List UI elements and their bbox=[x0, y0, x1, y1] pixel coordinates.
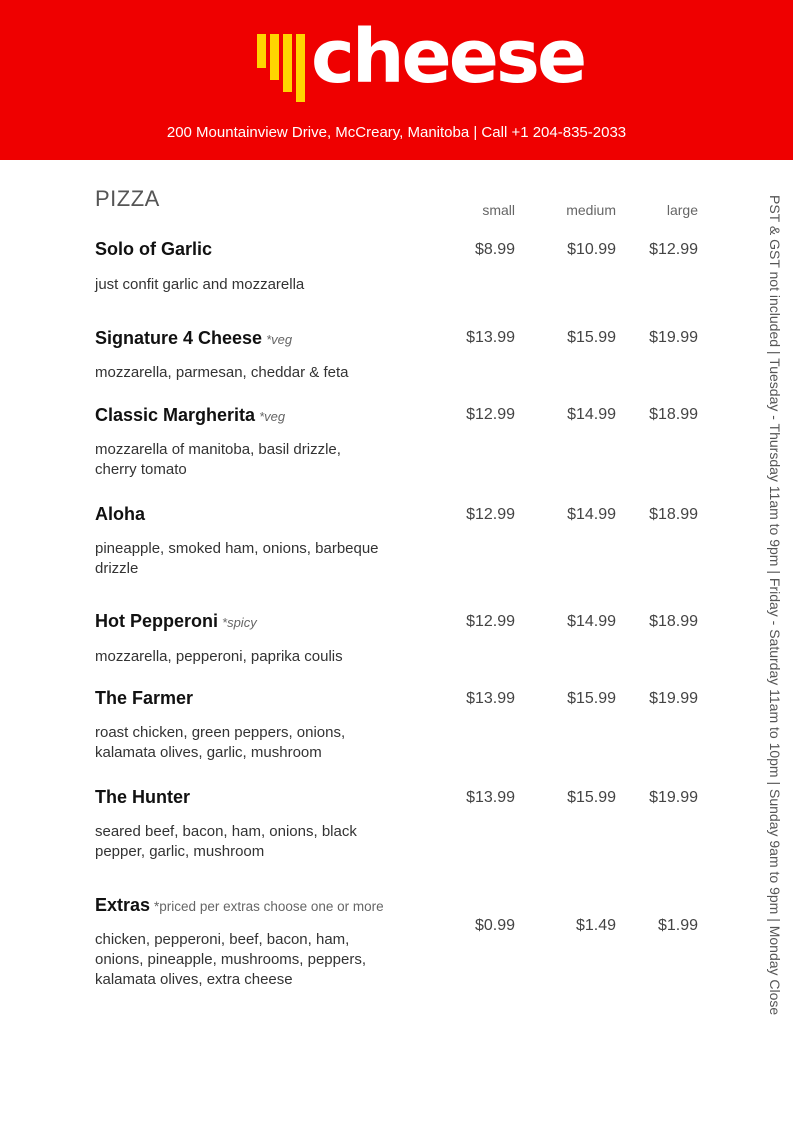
price-large: $18.99 bbox=[649, 613, 698, 630]
price-large: $12.99 bbox=[649, 241, 698, 258]
price-large: $19.99 bbox=[649, 690, 698, 707]
price-medium: $14.99 bbox=[567, 406, 616, 423]
size-header-large: large bbox=[666, 202, 698, 218]
menu-item-description: roast chicken, green peppers, onions, kalamata olives, garlic, mushroom bbox=[95, 724, 346, 761]
section-title: PIZZA bbox=[95, 186, 160, 211]
item-name-text: Aloha bbox=[95, 504, 146, 524]
side-note-hours: PST & GST not included | Tuesday - Thursday 11am to 9pm | Friday - Saturday 11am to 10pm | Sunday 9am to 9pm | Monday Close bbox=[767, 195, 783, 1016]
address-line: 200 Mountainview Drive, McCreary, Manitoba | Call +1 204-835-2033 bbox=[166, 124, 627, 141]
item-name-text: Classic Margherita bbox=[95, 405, 256, 425]
menu-item-name bbox=[95, 688, 193, 709]
price-large: $19.99 bbox=[649, 789, 698, 806]
menu-item-description: just confit garlic and mozzarella bbox=[95, 276, 305, 293]
cheese-logo bbox=[257, 14, 585, 106]
item-name-text: Solo of Garlic bbox=[95, 239, 213, 259]
item-name-text: The Hunter bbox=[95, 787, 191, 807]
price-large: $19.99 bbox=[649, 329, 698, 346]
price-small: $12.99 bbox=[466, 506, 515, 523]
price-large: $18.99 bbox=[649, 506, 698, 523]
menu-item-name bbox=[95, 328, 292, 349]
price-small: $8.99 bbox=[474, 241, 515, 258]
header-banner bbox=[0, 0, 793, 160]
size-header-small: small bbox=[482, 202, 515, 218]
price-medium: $1.49 bbox=[575, 917, 616, 934]
price-small: $12.99 bbox=[466, 613, 515, 630]
item-name-text: Hot Pepperoni bbox=[95, 611, 219, 631]
item-name-text: Signature 4 Cheese bbox=[95, 328, 263, 348]
menu-item-name bbox=[95, 611, 257, 632]
menu-item-description: mozzarella of manitoba, basil drizzle, cherry tomato bbox=[95, 441, 341, 478]
price-medium: $15.99 bbox=[567, 329, 616, 346]
logo-wordmark: cheese bbox=[311, 14, 585, 100]
menu-item-name bbox=[95, 895, 384, 916]
menu-item-description: seared beef, bacon, ham, onions, black pepper, garlic, mushroom bbox=[95, 823, 357, 860]
logo-bars-icon bbox=[257, 34, 309, 102]
item-name-text: The Farmer bbox=[95, 688, 194, 708]
price-medium: $10.99 bbox=[567, 241, 616, 258]
menu-item-description: mozzarella, pepperoni, paprika coulis bbox=[95, 648, 343, 665]
menu-item-description: chicken, pepperoni, beef, bacon, ham, onions, pineapple, mushrooms, peppers, kalamata olives, extra cheese bbox=[95, 931, 366, 988]
price-medium: $15.99 bbox=[567, 690, 616, 707]
menu-item-description: mozzarella, parmesan, cheddar & feta bbox=[95, 364, 349, 381]
item-tag: *veg bbox=[259, 409, 286, 424]
menu-item-name bbox=[95, 239, 212, 260]
price-large: $1.99 bbox=[657, 917, 698, 934]
price-medium: $14.99 bbox=[567, 506, 616, 523]
price-small: $0.99 bbox=[474, 917, 515, 934]
menu-item-description: pineapple, smoked ham, onions, barbeque drizzle bbox=[95, 540, 379, 577]
price-large: $18.99 bbox=[649, 406, 698, 423]
item-tag: *spicy bbox=[222, 615, 257, 630]
size-header-medium: medium bbox=[566, 202, 616, 218]
extras-note: *priced per extras choose one or more bbox=[154, 899, 384, 914]
menu-item-name bbox=[95, 787, 190, 808]
price-small: $12.99 bbox=[466, 406, 515, 423]
menu-item-name bbox=[95, 405, 285, 426]
price-small: $13.99 bbox=[466, 789, 515, 806]
price-medium: $14.99 bbox=[567, 613, 616, 630]
price-small: $13.99 bbox=[466, 329, 515, 346]
menu-item-name bbox=[95, 504, 145, 525]
price-medium: $15.99 bbox=[567, 789, 616, 806]
price-small: $13.99 bbox=[466, 690, 515, 707]
item-name-text: Extras bbox=[95, 895, 151, 915]
item-tag: *veg bbox=[266, 332, 293, 347]
